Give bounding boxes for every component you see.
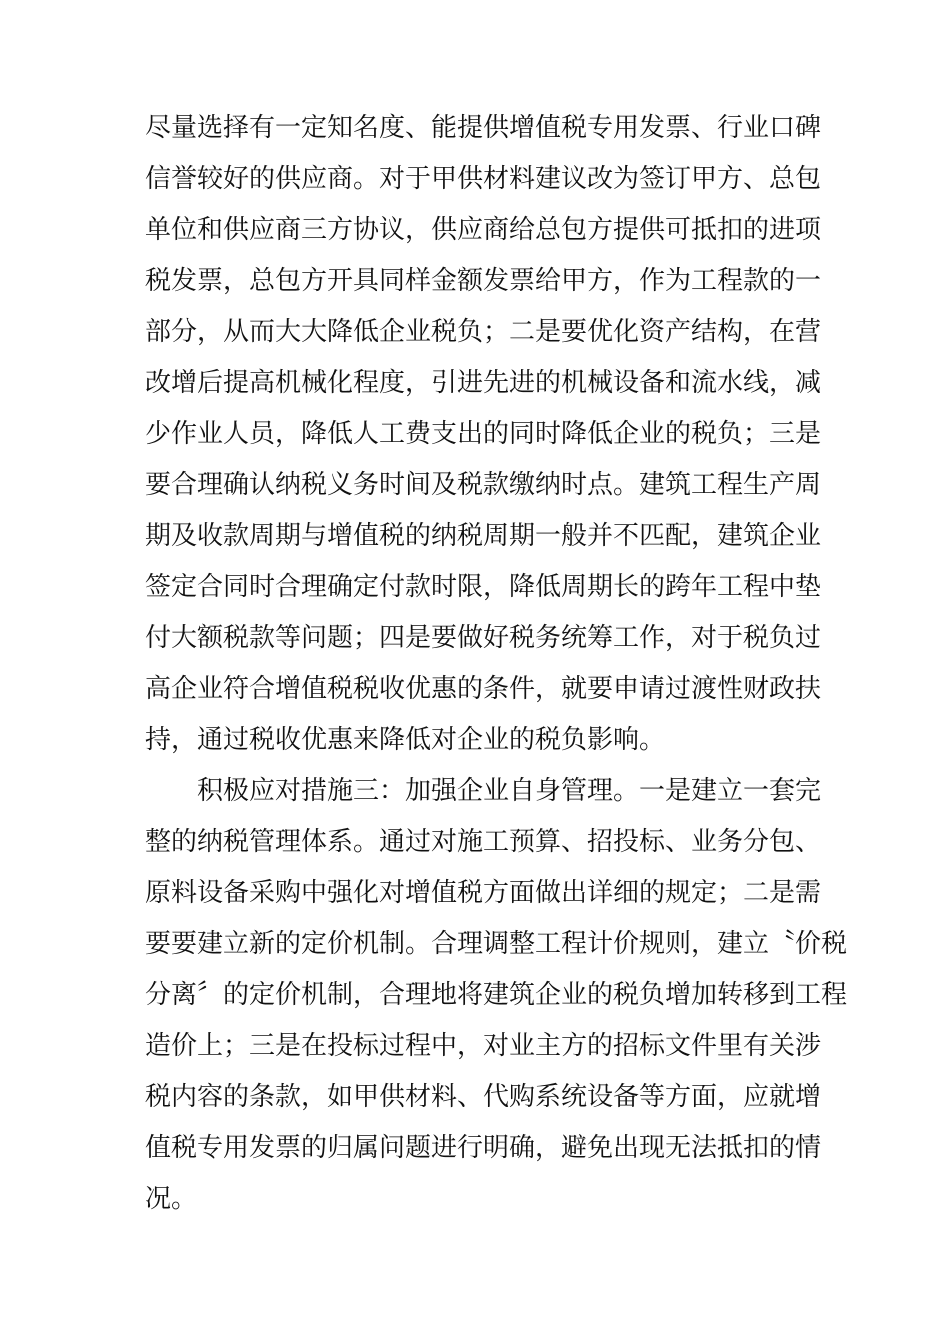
text-line: 期及收款周期与增值税的纳税周期一般并不匹配，建筑企业: [145, 521, 822, 551]
text-line: 造价上；三是在投标过程中，对业主方的招标文件里有关涉: [145, 1031, 822, 1061]
text-line: 况。: [145, 1184, 198, 1214]
text-line: 尽量选择有一定知名度、能提供增值税专用发票、行业口碑: [145, 113, 822, 143]
text-line: 部分，从而大大降低企业税负；二是要优化资产结构，在营: [145, 317, 822, 347]
text-line: 持，通过税收优惠来降低对企业的税负影响。: [145, 725, 666, 755]
text-line: 少作业人员，降低人工费支出的同时降低企业的税负；三是: [145, 419, 822, 449]
text-line: 分离〞的定价机制，合理地将建筑企业的税负增加转移到工程: [145, 980, 848, 1010]
text-line: 要合理确认纳税义务时间及税款缴纳时点。建筑工程生产周: [145, 470, 822, 500]
text-line: 签定合同时合理确定付款时限，降低周期长的跨年工程中垫: [145, 572, 822, 602]
text-line: 单位和供应商三方协议，供应商给总包方提供可抵扣的进项: [145, 215, 822, 245]
text-line: 信誉较好的供应商。对于甲供材料建议改为签订甲方、总包: [145, 164, 822, 194]
text-line: 原料设备采购中强化对增值税方面做出详细的规定；二是需: [145, 878, 822, 908]
text-line: 值税专用发票的归属问题进行明确，避免出现无法抵扣的情: [145, 1133, 822, 1163]
text-line: 税内容的条款，如甲供材料、代购系统设备等方面，应就增: [145, 1082, 822, 1112]
text-line: 整的纳税管理体系。通过对施工预算、招投标、业务分包、: [145, 827, 822, 857]
text-line: 高企业符合增值税税收优惠的条件，就要申请过渡性财政扶: [145, 674, 822, 704]
text-line: 税发票，总包方开具同样金额发票给甲方，作为工程款的一: [145, 266, 822, 296]
text-line: 付大额税款等问题；四是要做好税务统筹工作，对于税负过: [145, 623, 822, 653]
text-line: 改增后提高机械化程度，引进先进的机械设备和流水线，减: [145, 368, 822, 398]
text-line: 要要建立新的定价机制。合理调整工程计价规则，建立〝价税: [145, 929, 848, 959]
text-line: 积极应对措施三：加强企业自身管理。一是建立一套完: [197, 776, 822, 806]
